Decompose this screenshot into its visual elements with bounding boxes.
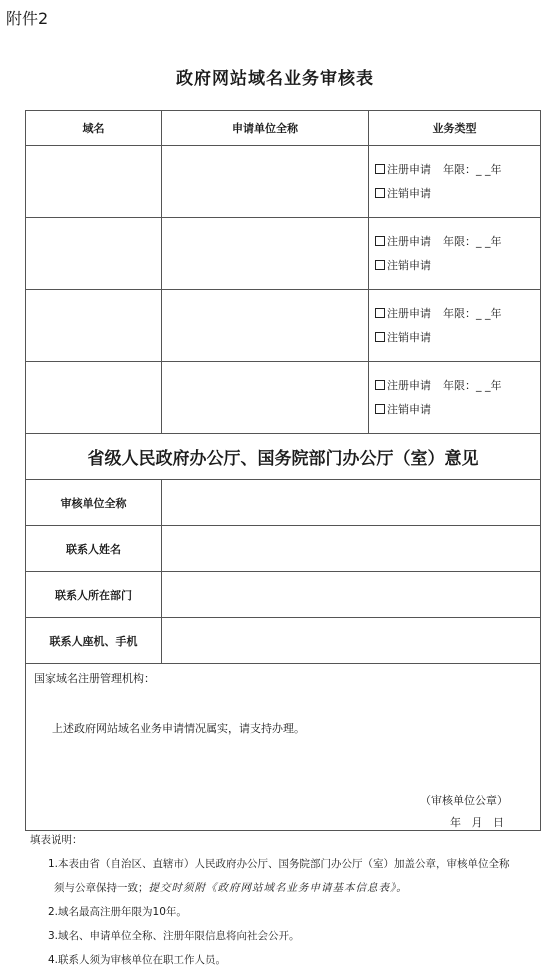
- field-value-contact-dept[interactable]: [162, 572, 541, 618]
- cancel-checkbox[interactable]: [375, 188, 385, 198]
- register-label: 注册申请: [387, 162, 431, 176]
- field-value-contact-phone[interactable]: [162, 618, 541, 664]
- entry-row: [26, 290, 541, 362]
- opinion-recipient: 国家域名注册管理机构：: [34, 672, 155, 685]
- reviewer-name-row: [26, 480, 541, 526]
- instruction-item-1: 1.本表由省（自治区、直辖市）人民政府办公厅、国务院部门办公厅（室）加盖公章，审核单位全称: [48, 858, 510, 870]
- domain-cell[interactable]: [26, 218, 162, 290]
- cancel-checkbox[interactable]: [375, 404, 385, 414]
- column-header-applicant: 申请单位全称: [162, 111, 369, 146]
- business-type-cell: [369, 362, 541, 434]
- field-value-contact-name[interactable]: [162, 526, 541, 572]
- register-checkbox[interactable]: [375, 308, 385, 318]
- applicant-cell[interactable]: [162, 290, 369, 362]
- table-header-row: [26, 111, 541, 146]
- filling-instructions: [30, 828, 510, 972]
- field-label-reviewer-name: 审核单位全称: [26, 480, 162, 526]
- register-checkbox[interactable]: [375, 236, 385, 246]
- business-type-cell: [369, 146, 541, 218]
- term-blank[interactable]: _ _年: [476, 378, 502, 392]
- domain-cell[interactable]: [26, 362, 162, 434]
- opinion-section-title: 省级人民政府办公厅、国务院部门办公厅（室）意见: [26, 434, 541, 480]
- seal-label: （审核单位公章）: [420, 794, 508, 807]
- register-label: 注册申请: [387, 234, 431, 248]
- cancel-checkbox[interactable]: [375, 332, 385, 342]
- field-label-contact-dept: 联系人所在部门: [26, 572, 162, 618]
- register-checkbox[interactable]: [375, 164, 385, 174]
- field-label-contact-name: 联系人姓名: [26, 526, 162, 572]
- domain-cell[interactable]: [26, 290, 162, 362]
- field-value-reviewer-name[interactable]: [162, 480, 541, 526]
- instruction-item-1-b: 须与公章保持一致；: [54, 882, 149, 894]
- applicant-cell[interactable]: [162, 146, 369, 218]
- cancel-label: 注销申请: [387, 402, 431, 416]
- instruction-item-2: 2.域名最高注册年限为10年。: [48, 906, 187, 918]
- entry-row: [26, 362, 541, 434]
- business-type-cell: [369, 218, 541, 290]
- applicant-cell[interactable]: [162, 362, 369, 434]
- attachment-label: 附件2: [6, 9, 49, 28]
- field-label-contact-phone: 联系人座机、手机: [26, 618, 162, 664]
- business-type-cell: [369, 290, 541, 362]
- cancel-label: 注销申请: [387, 186, 431, 200]
- entry-row: [26, 218, 541, 290]
- instruction-item-3: 3.域名、申请单位全称、注册年限信息将向社会公开。: [48, 930, 300, 942]
- entry-row: [26, 146, 541, 218]
- register-label: 注册申请: [387, 306, 431, 320]
- instructions-heading: 填表说明：: [30, 834, 83, 846]
- opinion-section-row: [26, 434, 541, 480]
- instruction-item-1-c: 提交时须附《政府网站域名业务申请基本信息表》。: [148, 882, 408, 894]
- term-label: 年限：: [443, 234, 476, 248]
- opinion-statement-row: [26, 664, 541, 831]
- term-label: 年限：: [443, 306, 476, 320]
- opinion-statement-cell: [26, 664, 541, 831]
- term-blank[interactable]: _ _年: [476, 234, 502, 248]
- contact-dept-row: [26, 572, 541, 618]
- register-label: 注册申请: [387, 378, 431, 392]
- column-header-domain: 域名: [26, 111, 162, 146]
- cancel-label: 注销申请: [387, 330, 431, 344]
- instruction-item-1-continued: [30, 876, 510, 900]
- opinion-statement: 上述政府网站域名业务申请情况属实，请支持办理。: [52, 722, 305, 735]
- term-blank[interactable]: _ _年: [476, 162, 502, 176]
- review-form-table: [25, 110, 541, 831]
- column-header-business-type: 业务类型: [369, 111, 541, 146]
- term-label: 年限：: [443, 378, 476, 392]
- cancel-checkbox[interactable]: [375, 260, 385, 270]
- contact-name-row: [26, 526, 541, 572]
- applicant-cell[interactable]: [162, 218, 369, 290]
- contact-phone-row: [26, 618, 541, 664]
- term-blank[interactable]: _ _年: [476, 306, 502, 320]
- form-title: 政府网站域名业务审核表: [176, 69, 374, 89]
- instruction-item-4: 4.联系人须为审核单位在职工作人员。: [48, 954, 227, 966]
- term-label: 年限：: [443, 162, 476, 176]
- register-checkbox[interactable]: [375, 380, 385, 390]
- cancel-label: 注销申请: [387, 258, 431, 272]
- domain-cell[interactable]: [26, 146, 162, 218]
- date-label: 年 月 日: [450, 816, 504, 829]
